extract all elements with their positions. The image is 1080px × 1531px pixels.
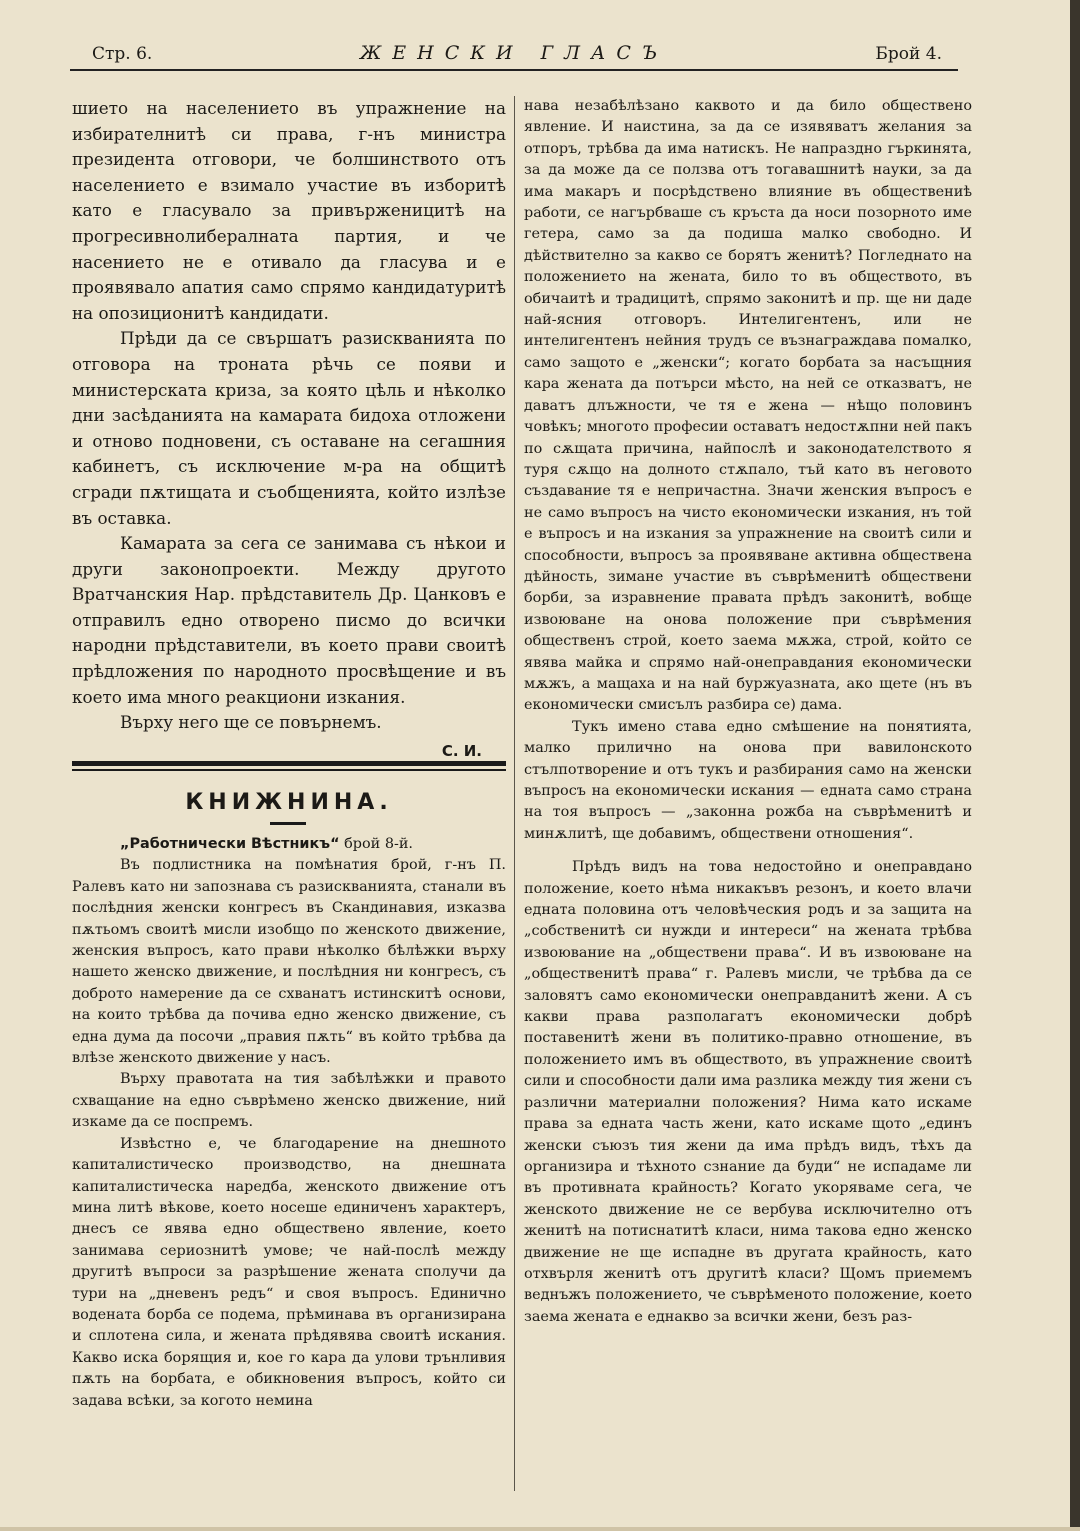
- paragraph: Прѣди да се свършатъ разискванията по отговора на троната рѣчь се появи и министерската криза, за която цѣль и нѣколко дни засѣданията на камарата бидоха отложени и отново подновени, съ оставане на сегашния кабинетъ, съ исключение м-ра на общитѣ сгради пѫтищата и съобщенията, който излѣзе въ оставка.: [72, 328, 506, 528]
- paragraph: Върху него ще се повърнемъ.: [120, 712, 382, 733]
- section-rule-thick: [72, 761, 506, 766]
- masthead-title: ЖЕНСКИ ГЛАСЪ: [359, 42, 669, 64]
- section-title: КНИЖНИНА.: [185, 790, 393, 815]
- paragraph: шието на населението въ упражнение на избирателнитѣ си права, г-нъ министра президента отговори, че болшинството отъ населението е взимало участие въ изборитѣ като е гласувало за привърженицитѣ на прогресивнолибералната партия, и че насението не е отивало да гласува и е проявявало апатия само спрямо кандидатуритѣ на опозиционитѣ кандидати.: [72, 98, 506, 323]
- newspaper-name: „Работнически Вѣстникъ“: [120, 836, 340, 852]
- scan-bottom-edge: [0, 1527, 1080, 1531]
- page-number: Стр. 6.: [92, 44, 153, 64]
- scan-edge: [1070, 0, 1080, 1531]
- right-column-article: [524, 96, 972, 1328]
- paragraph: нава незабѣлѣзано каквото и да било обществено явление. И наистина, за да се изявяватъ желания за отпоръ, трѣбва да има натискъ. Не напраздно гъркинята, за да може да се ползва отъ тогавашнитѣ науки, за да има макаръ и посрѣдствено влияние въ обществениѣ работи, се нагърбваше съ кръста да носи позорното име гетера, само за да подиша малко свободно. И дѣйствително за какво се борятъ женитѣ? Погледнато на положението на жената, било то въ обществото, въ обичаитѣ и традицитѣ, спрямо законитѣ и пр. ще ни даде най-ясния отговоръ. Интелигентенъ, или не интелигентенъ нейния трудъ се възнаграждава помалко, само защото е „женски“; когато борбата за насъщния кара жената да потърси мѣсто, на ней се отказватъ, не даватъ длъжности, че тя е жена — нѣщо половинъ човѣкъ; многото професии оставатъ недостѫпни ней пакъ по сѫщата причина, найпослѣ и законодателството я туря сѫщо на долното стѫпало, тъй като въ неговото създавание тя е непричастна. Значи женския въпросъ е не само въпросъ на чисто економически изкания, нъ той е въпросъ и на изкания за упражнение на своитѣ сили и способности, въпросъ за проявяване активна обществена дѣйность, зимане участие въ съврѣменитѣ обществени борби, за изравнение правата прѣдъ законитѣ, вобще извоюване на онова положение при съврѣмения общественъ строй, което заема мѫжа, строй, който се явява майка и спрямо най-онеправдания економически мѫжъ, а мащаха и на най буржуазната, ако щете (нъ въ економически смисълъ разбира се) дама.: [524, 98, 972, 714]
- header-rule: [70, 69, 958, 71]
- paragraph: Въ подлистника на помѣнатия брой, г-нъ П. Ралевъ като ни запознава съ разискванията, станали въ послѣдния женски конгресъ въ Скандинавия, изказва пѫтьомъ своитѣ мисли изобщо по женското движение, женския въпросъ, като прави нѣколко бѣлѣжки върху нашето женско движение, и послѣдния ни конгресъ, съ доброто намерение да се схванатъ истинскитѣ основи, на които трѣбва да почива едно женско движение, съ една дума да посочи „правия пѫть“ въ който трѣбва да влѣзе женското движение у насъ.: [72, 857, 506, 1067]
- review-subheading: [72, 834, 506, 855]
- paragraph: Тукъ имено става едно смѣшение на понятията, малко прилично на онова при вавилонското стълпотворение и отъ тукъ и разбирания само на женски въпросъ на економически искания — едната само страна на тоя въпросъ — „законна рожба на съврѣменитѣ и минѫлитѣ, ще добавимъ, обществени отношения“.: [524, 718, 972, 842]
- left-column-article: [72, 96, 506, 760]
- section-rule-thin: [72, 769, 506, 771]
- column-divider: [514, 96, 515, 1491]
- book-review: [72, 834, 506, 1412]
- author-signature: С. И.: [441, 741, 482, 760]
- title-dash: [270, 822, 306, 825]
- paragraph: Върху правотата на тия забѣлѣжки и правото схващание на едно съврѣмено женско движение, ний изкаме да се поспремъ.: [72, 1071, 506, 1131]
- paragraph: Прѣдъ видъ на това недостойно и онеправдано положение, което нѣма никакъвъ резонъ, и което влачи едната половина отъ человѣческия родъ и за защита на „собственитѣ си нужди и интереси“ на жената трѣбва извоювание на „обществени права“. И въ извоюване на „общественитѣ права“ г. Ралевъ мисли, че трѣбва да се заловятъ само економически онеправданитѣ жени. А съ какви права разполагатъ економически добрѣ поставенитѣ жени въ политико-правно отношение, въ положението имъ въ обществото, въ упражнение своитѣ сили и способности дали има разлика между тия жени съ различни материални положения? Нима като искаме права за едната часть жени, като искаме щото „единъ женски съюзъ тия жени да има прѣдъ видъ, тѣхъ да организира и тѣхното сзнание да буди“ не испадаме ли въ противната крайность? Когато укоряваме сега, че женското движение не се вербува исключително отъ женитѣ на потиснатитѣ класи, нима такова едно женско движение не ще испадне въ другата крайность, като отхвърля женитѣ отъ другитѣ класи? Щомъ приемемъ веднъжъ положението, че съврѣменото положение, което заема жената е еднакво за всички жени, безъ раз-: [524, 859, 972, 1325]
- paragraph: Камарата за сега се занимава съ нѣкои и други законопроекти. Между другото Вратчанския Нар. прѣдставитель Др. Цанковъ е отправилъ едно отворено писмо до всички народни прѣдставители, въ което прави своитѣ прѣдложения по народното просвѣщение и въ което има много реакциони изкания.: [72, 533, 506, 707]
- paragraph: Извѣстно е, че благодарение на днешното капиталистическо производство, на днешната капиталистическа наредба, женското движение отъ мина литѣ вѣкове, което носеше единиченъ характеръ, днесъ се явява едно обществено явление, което занимава сериознитѣ умове; че най-послѣ между другитѣ въпроси за разрѣшение жената сполучи да тури на „дневенъ редъ“ и своя въпросъ. Единично водената борба се подема, прѣминава въ организирана и сплотена сила, и жената прѣдявява своитѣ искания. Какво иска борящия и, кое го кара да улови трънливия пѫть на борбата, е обикновения въпросъ, който си задава всѣки, за когото немина: [72, 1135, 506, 1409]
- issue-number: Брой 4.: [875, 44, 942, 64]
- issue-label: брой 8-й.: [339, 836, 414, 852]
